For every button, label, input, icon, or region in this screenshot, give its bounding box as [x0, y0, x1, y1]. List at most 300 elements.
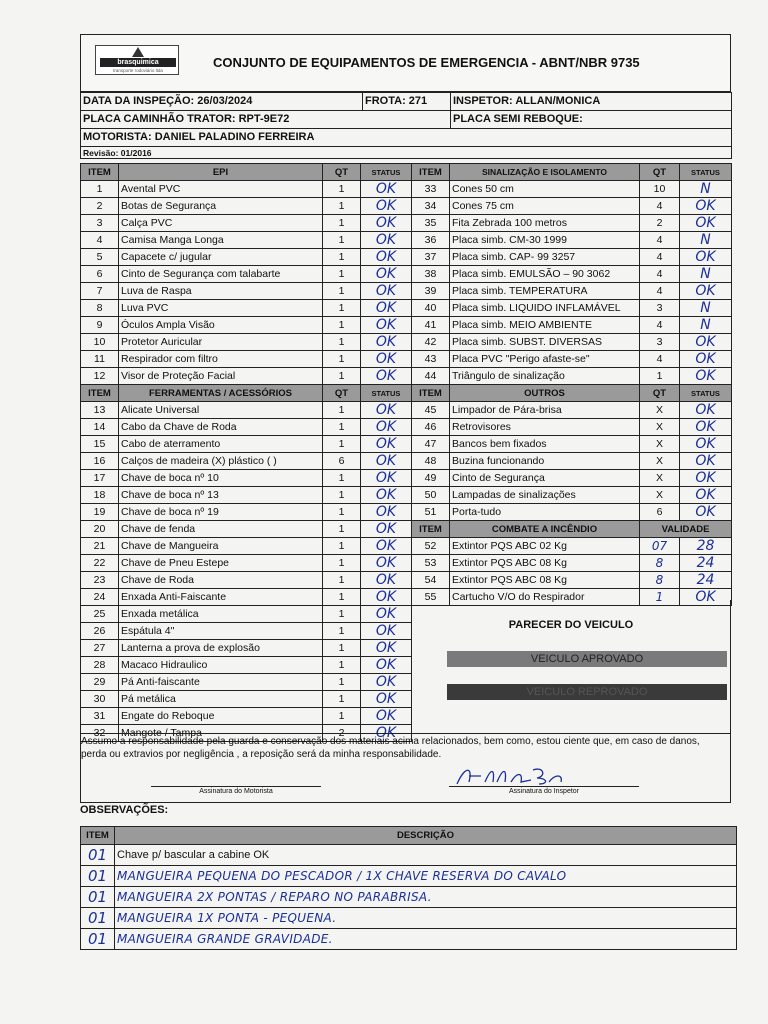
- cell-qt: 4: [640, 198, 680, 215]
- epi-row: [81, 283, 412, 300]
- cell-item: 32: [81, 725, 119, 742]
- vehicle-opinion-title: PARECER DO VEICULO: [508, 619, 634, 631]
- fire-row: [412, 555, 732, 572]
- cell-item: 19: [81, 504, 119, 521]
- cell-desc: Botas de Segurança: [119, 198, 323, 215]
- vehicle-approved: VEICULO APROVADO: [447, 651, 727, 667]
- cell-item: 34: [412, 198, 450, 215]
- cell-status: OK: [361, 215, 412, 232]
- cell-item: 54: [412, 572, 450, 589]
- cell-desc: Lampadas de sinalizações: [450, 487, 640, 504]
- cell-desc: Placa simb. CAP- 99 3257: [450, 249, 640, 266]
- tool-row: [81, 555, 412, 572]
- cell-desc: Mangote / Tampa: [119, 725, 323, 742]
- cell-status: OK: [361, 453, 412, 470]
- driver-name: MOTORISTA: DANIEL PALADINO FERREIRA: [81, 129, 732, 147]
- left-checklist: [80, 163, 412, 742]
- observation-description: MANGUEIRA 1X PONTA - PEQUENA.: [115, 908, 737, 929]
- signage-row: [412, 266, 732, 283]
- cell-qt: 4: [640, 232, 680, 249]
- cell-qt: 1: [323, 232, 361, 249]
- cell-item: 20: [81, 521, 119, 538]
- cell-status: N: [680, 266, 732, 283]
- cell-desc: Cabo de aterramento: [119, 436, 323, 453]
- cell-status: OK: [361, 657, 412, 674]
- cell-qt: 1: [323, 521, 361, 538]
- cell-status: OK: [361, 300, 412, 317]
- signage-row: [412, 181, 732, 198]
- cell-item: 42: [412, 334, 450, 351]
- cell-item: 5: [81, 249, 119, 266]
- cell-qt: 1: [323, 300, 361, 317]
- cell-status: OK: [680, 487, 732, 504]
- observation-row: [81, 845, 737, 866]
- company-logo: [95, 45, 179, 75]
- tool-row: [81, 470, 412, 487]
- cell-item: 15: [81, 436, 119, 453]
- cell-desc: Cones 75 cm: [450, 198, 640, 215]
- cell-qt: 1: [323, 487, 361, 504]
- inspection-info: [80, 92, 732, 159]
- cell-item: 11: [81, 351, 119, 368]
- epi-row: [81, 334, 412, 351]
- cell-desc: Engate do Reboque: [119, 708, 323, 725]
- cell-item: 26: [81, 623, 119, 640]
- cell-qt: 1: [323, 249, 361, 266]
- cell-item: 40: [412, 300, 450, 317]
- logo-name: brasquimica: [100, 58, 176, 67]
- observation-row: [81, 887, 737, 908]
- cell-status: OK: [680, 589, 732, 606]
- cell-desc: Chave de Pneu Estepe: [119, 555, 323, 572]
- cell-item: 9: [81, 317, 119, 334]
- cell-item: 35: [412, 215, 450, 232]
- cell-status: OK: [680, 215, 732, 232]
- cell-status: OK: [361, 436, 412, 453]
- cell-qt: 1: [323, 606, 361, 623]
- epi-row: [81, 351, 412, 368]
- cell-qt: 1: [323, 317, 361, 334]
- cell-desc: Pá metálica: [119, 691, 323, 708]
- tool-row: [81, 708, 412, 725]
- cell-qt: 1: [323, 266, 361, 283]
- cell-desc: Chave de boca nº 13: [119, 487, 323, 504]
- cell-item: 8: [81, 300, 119, 317]
- cell-item: 46: [412, 419, 450, 436]
- cell-item: 27: [81, 640, 119, 657]
- cell-qt: 1: [323, 572, 361, 589]
- cell-desc: Placa PVC "Perigo afaste-se": [450, 351, 640, 368]
- other-row: [412, 504, 732, 521]
- cell-item: 2: [81, 198, 119, 215]
- semi-trailer-plate: PLACA SEMI REBOQUE:: [451, 111, 732, 129]
- cell-desc: Placa simb. LIQUIDO INFLAMÁVEL: [450, 300, 640, 317]
- tool-row: [81, 521, 412, 538]
- cell-desc: Retrovisores: [450, 419, 640, 436]
- signage-row: [412, 215, 732, 232]
- cell-qt: 6: [640, 504, 680, 521]
- cell-qt: 07: [640, 538, 680, 555]
- cell-qt: X: [640, 453, 680, 470]
- cell-qt: 10: [640, 181, 680, 198]
- driver-signature-line: [151, 786, 321, 787]
- form-header: [80, 34, 731, 92]
- observation-row: [81, 908, 737, 929]
- cell-qt: 1: [640, 368, 680, 385]
- cell-qt: 1: [323, 538, 361, 555]
- cell-desc: Chave de fenda: [119, 521, 323, 538]
- cell-status: OK: [361, 232, 412, 249]
- cell-item: 52: [412, 538, 450, 555]
- cell-qt: 1: [323, 368, 361, 385]
- inspector-signature-label: Assinatura do Inspetor: [508, 788, 580, 795]
- tool-row: [81, 504, 412, 521]
- responsibility-statement: Assumo a responsabilidade pela guarda e conservação dos materiais acima relacionados, bem como, estou ciente que, em caso de danos, perda ou extravios por negligência , a reposição será da minha responsabilidade.: [81, 736, 700, 760]
- driver-signature-label: Assinatura do Motorista: [199, 788, 273, 795]
- cell-status: OK: [680, 402, 732, 419]
- cell-qt: X: [640, 402, 680, 419]
- observation-description: MANGUEIRA PEQUENA DO PESCADOR / 1X CHAVE RESERVA DO CAVALO: [115, 866, 737, 887]
- cell-desc: Placa simb. MEIO AMBIENTE: [450, 317, 640, 334]
- cell-item: 31: [81, 708, 119, 725]
- cell-qt: 2: [323, 725, 361, 742]
- cell-desc: Chave de boca nº 10: [119, 470, 323, 487]
- cell-status: OK: [680, 368, 732, 385]
- cell-qt: X: [640, 419, 680, 436]
- cell-item: 12: [81, 368, 119, 385]
- cell-status: OK: [680, 470, 732, 487]
- epi-row: [81, 300, 412, 317]
- fire-row: [412, 538, 732, 555]
- cell-desc: Protetor Auricular: [119, 334, 323, 351]
- tool-row: [81, 657, 412, 674]
- cell-desc: Triângulo de sinalização: [450, 368, 640, 385]
- epi-row: [81, 249, 412, 266]
- cell-item: 23: [81, 572, 119, 589]
- cell-status: OK: [361, 674, 412, 691]
- other-row: [412, 453, 732, 470]
- cell-item: 55: [412, 589, 450, 606]
- responsibility-box: [80, 733, 731, 803]
- fleet-number: FROTA: 271: [363, 93, 451, 111]
- cell-item: 18: [81, 487, 119, 504]
- cell-qt: X: [640, 487, 680, 504]
- cell-qt: 1: [323, 436, 361, 453]
- cell-status: OK: [361, 504, 412, 521]
- cell-qt: 1: [323, 198, 361, 215]
- cell-desc: Enxada metálica: [119, 606, 323, 623]
- tool-row: [81, 453, 412, 470]
- cell-desc: Calços de madeira (X) plástico ( ): [119, 453, 323, 470]
- cell-desc: Alicate Universal: [119, 402, 323, 419]
- tool-row: [81, 419, 412, 436]
- cell-status: N: [680, 300, 732, 317]
- cell-item: 16: [81, 453, 119, 470]
- cell-desc: Calça PVC: [119, 215, 323, 232]
- cell-item: 39: [412, 283, 450, 300]
- cell-status: OK: [361, 572, 412, 589]
- epi-row: [81, 181, 412, 198]
- epi-header: ITEM EPI QT STATUS: [81, 164, 412, 181]
- cell-status: OK: [680, 436, 732, 453]
- signage-row: [412, 198, 732, 215]
- cell-qt: 8: [640, 555, 680, 572]
- cell-desc: Limpador de Pára-brisa: [450, 402, 640, 419]
- cell-status: OK: [361, 623, 412, 640]
- other-row: [412, 470, 732, 487]
- cell-item: 24: [81, 589, 119, 606]
- right-checklist: [411, 163, 732, 606]
- observations-header: ITEM DESCRIÇÃO: [81, 827, 737, 845]
- tractor-plate: PLACA CAMINHÃO TRATOR: RPT-9E72: [81, 111, 451, 129]
- cell-item: 13: [81, 402, 119, 419]
- observation-item: 01: [81, 908, 115, 929]
- fire-header: ITEM COMBATE A INCÊNDIO VALIDADE: [412, 521, 732, 538]
- cell-item: 43: [412, 351, 450, 368]
- signage-row: [412, 249, 732, 266]
- cell-item: 17: [81, 470, 119, 487]
- cell-desc: Cabo da Chave de Roda: [119, 419, 323, 436]
- cell-status: OK: [680, 351, 732, 368]
- cell-qt: 1: [323, 402, 361, 419]
- cell-status: OK: [361, 691, 412, 708]
- other-row: [412, 419, 732, 436]
- cell-status: OK: [361, 419, 412, 436]
- cell-item: 30: [81, 691, 119, 708]
- inspector-name: INSPETOR: ALLAN/MONICA: [451, 93, 732, 111]
- cell-item: 29: [81, 674, 119, 691]
- cell-status: OK: [361, 487, 412, 504]
- other-row: [412, 436, 732, 453]
- cell-qt: 1: [323, 504, 361, 521]
- cell-desc: Buzina funcionando: [450, 453, 640, 470]
- inspector-signature-line: [449, 786, 639, 787]
- cell-desc: Pá Anti-faiscante: [119, 674, 323, 691]
- cell-status: OK: [680, 453, 732, 470]
- cell-status: OK: [680, 283, 732, 300]
- cell-desc: Cinto de Segurança com talabarte: [119, 266, 323, 283]
- tool-row: [81, 674, 412, 691]
- cell-item: 10: [81, 334, 119, 351]
- cell-status: OK: [361, 538, 412, 555]
- vehicle-rejected: VEICULO REPROVADO: [447, 684, 727, 700]
- observation-description: MANGUEIRA GRANDE GRAVIDADE.: [115, 929, 737, 950]
- cell-desc: Cartucho V/O do Respirador: [450, 589, 640, 606]
- inspection-date: DATA DA INSPEÇÃO: 26/03/2024: [81, 93, 363, 111]
- cell-status: 24: [680, 572, 732, 589]
- signage-row: [412, 368, 732, 385]
- cell-qt: 1: [323, 555, 361, 572]
- observation-row: [81, 866, 737, 887]
- logo-symbol-icon: [132, 47, 144, 57]
- cell-desc: Avental PVC: [119, 181, 323, 198]
- cell-qt: 4: [640, 317, 680, 334]
- others-header: ITEM OUTROS QT STATUS: [412, 385, 732, 402]
- cell-qt: 1: [323, 351, 361, 368]
- cell-qt: 1: [323, 640, 361, 657]
- cell-desc: Luva de Raspa: [119, 283, 323, 300]
- epi-row: [81, 232, 412, 249]
- cell-qt: 1: [323, 623, 361, 640]
- cell-desc: Cones 50 cm: [450, 181, 640, 198]
- cell-desc: Placa simb. TEMPERATURA: [450, 283, 640, 300]
- cell-status: OK: [361, 725, 412, 742]
- cell-desc: Enxada Anti-Faiscante: [119, 589, 323, 606]
- cell-status: OK: [361, 181, 412, 198]
- cell-qt: 1: [323, 691, 361, 708]
- cell-qt: 3: [640, 334, 680, 351]
- epi-row: [81, 266, 412, 283]
- cell-desc: Placa simb. EMULSÃO – 90 3062: [450, 266, 640, 283]
- cell-item: 49: [412, 470, 450, 487]
- cell-qt: 1: [323, 708, 361, 725]
- cell-status: OK: [361, 470, 412, 487]
- cell-desc: Visor de Proteção Facial: [119, 368, 323, 385]
- cell-qt: 1: [323, 674, 361, 691]
- cell-desc: Capacete c/ jugular: [119, 249, 323, 266]
- cell-status: OK: [361, 640, 412, 657]
- logo-tagline: transporte rodoviário ltda: [113, 68, 163, 73]
- tool-row: [81, 538, 412, 555]
- cell-item: 25: [81, 606, 119, 623]
- observation-description: Chave p/ bascular a cabine OK: [115, 845, 737, 866]
- cell-qt: 1: [323, 181, 361, 198]
- tool-row: [81, 623, 412, 640]
- cell-desc: Camisa Manga Longa: [119, 232, 323, 249]
- cell-status: OK: [361, 368, 412, 385]
- cell-qt: 1: [640, 589, 680, 606]
- cell-item: 47: [412, 436, 450, 453]
- cell-qt: 1: [323, 283, 361, 300]
- cell-item: 50: [412, 487, 450, 504]
- cell-item: 1: [81, 181, 119, 198]
- cell-status: OK: [361, 555, 412, 572]
- cell-item: 36: [412, 232, 450, 249]
- cell-item: 37: [412, 249, 450, 266]
- tool-row: [81, 402, 412, 419]
- other-row: [412, 487, 732, 504]
- observations-table: [80, 826, 737, 950]
- cell-status: OK: [361, 334, 412, 351]
- cell-status: OK: [361, 606, 412, 623]
- cell-status: OK: [680, 504, 732, 521]
- tool-row: [81, 640, 412, 657]
- cell-qt: 1: [323, 334, 361, 351]
- cell-item: 7: [81, 283, 119, 300]
- cell-desc: Bancos bem fixados: [450, 436, 640, 453]
- cell-qt: 1: [323, 657, 361, 674]
- observation-item: 01: [81, 929, 115, 950]
- cell-item: 21: [81, 538, 119, 555]
- cell-desc: Luva PVC: [119, 300, 323, 317]
- cell-status: OK: [361, 283, 412, 300]
- observation-item: 01: [81, 866, 115, 887]
- tool-row: [81, 487, 412, 504]
- cell-status: N: [680, 232, 732, 249]
- tool-row: [81, 589, 412, 606]
- observation-row: [81, 929, 737, 950]
- cell-qt: 1: [323, 589, 361, 606]
- cell-qt: 2: [640, 215, 680, 232]
- cell-desc: Chave de Roda: [119, 572, 323, 589]
- cell-status: 28: [680, 538, 732, 555]
- cell-item: 41: [412, 317, 450, 334]
- signage-header: ITEM SINALIZAÇÃO E ISOLAMENTO QT STATUS: [412, 164, 732, 181]
- cell-desc: Chave de boca nº 19: [119, 504, 323, 521]
- cell-status: OK: [680, 249, 732, 266]
- cell-desc: Cinto de Segurança: [450, 470, 640, 487]
- cell-status: OK: [361, 521, 412, 538]
- cell-status: 24: [680, 555, 732, 572]
- cell-status: OK: [361, 402, 412, 419]
- cell-desc: Placa simb. CM-30 1999: [450, 232, 640, 249]
- cell-item: 6: [81, 266, 119, 283]
- cell-item: 38: [412, 266, 450, 283]
- cell-status: N: [680, 181, 732, 198]
- tool-row: [81, 572, 412, 589]
- form-title: CONJUNTO DE EQUIPAMENTOS DE EMERGENCIA - ABNT/NBR 9735: [213, 55, 640, 70]
- cell-qt: X: [640, 470, 680, 487]
- cell-item: 33: [412, 181, 450, 198]
- observations-title: OBSERVAÇÕES:: [80, 804, 169, 816]
- cell-desc: Placa simb. SUBST. DIVERSAS: [450, 334, 640, 351]
- epi-row: [81, 198, 412, 215]
- cell-qt: 4: [640, 351, 680, 368]
- tool-row: [81, 436, 412, 453]
- cell-desc: Porta-tudo: [450, 504, 640, 521]
- cell-qt: 8: [640, 572, 680, 589]
- cell-qt: 1: [323, 419, 361, 436]
- epi-row: [81, 215, 412, 232]
- cell-desc: Extintor PQS ABC 08 Kg: [450, 555, 640, 572]
- cell-qt: 4: [640, 266, 680, 283]
- cell-status: OK: [361, 589, 412, 606]
- cell-qt: 4: [640, 283, 680, 300]
- revision: Revisão: 01/2016: [81, 147, 732, 159]
- observation-item: 01: [81, 887, 115, 908]
- cell-qt: 6: [323, 453, 361, 470]
- cell-qt: 3: [640, 300, 680, 317]
- observation-item: 01: [81, 845, 115, 866]
- cell-status: OK: [361, 249, 412, 266]
- cell-status: OK: [680, 334, 732, 351]
- cell-qt: 1: [323, 470, 361, 487]
- cell-item: 45: [412, 402, 450, 419]
- cell-desc: Macaco Hidraulico: [119, 657, 323, 674]
- cell-item: 4: [81, 232, 119, 249]
- signage-row: [412, 334, 732, 351]
- signage-row: [412, 283, 732, 300]
- signage-row: [412, 232, 732, 249]
- fire-row: [412, 572, 732, 589]
- cell-desc: Lanterna a prova de explosão: [119, 640, 323, 657]
- signage-row: [412, 351, 732, 368]
- cell-qt: 4: [640, 249, 680, 266]
- cell-status: OK: [680, 198, 732, 215]
- epi-row: [81, 368, 412, 385]
- signage-row: [412, 300, 732, 317]
- cell-status: N: [680, 317, 732, 334]
- cell-item: 48: [412, 453, 450, 470]
- cell-desc: Extintor PQS ABC 08 Kg: [450, 572, 640, 589]
- cell-item: 22: [81, 555, 119, 572]
- cell-item: 14: [81, 419, 119, 436]
- cell-desc: Chave de Mangueira: [119, 538, 323, 555]
- cell-qt: 1: [323, 215, 361, 232]
- cell-desc: Extintor PQS ABC 02 Kg: [450, 538, 640, 555]
- cell-desc: Óculos Ampla Visão: [119, 317, 323, 334]
- epi-row: [81, 317, 412, 334]
